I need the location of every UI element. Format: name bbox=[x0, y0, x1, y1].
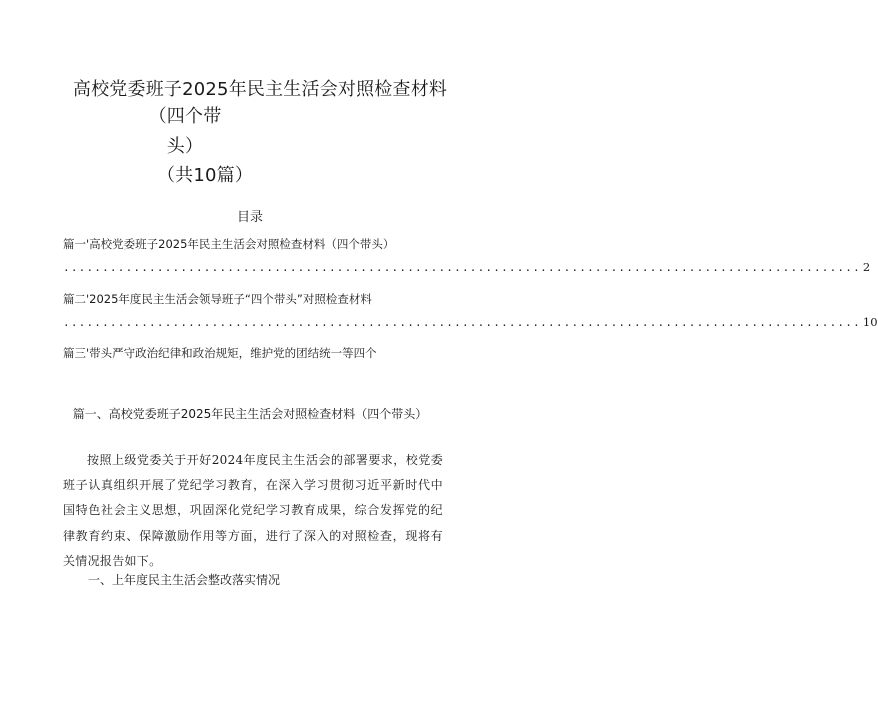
document-title-line-2: （四个带 bbox=[148, 106, 222, 127]
toc-heading: 目录 bbox=[236, 210, 263, 225]
document-count: （共10篇） bbox=[156, 165, 254, 186]
toc-leader-2: ...................................................................................................... 10 bbox=[63, 315, 878, 329]
toc-item-1[interactable]: 篇一'高校党委班子2025年民主生活会对照检查材料（四个带头） bbox=[63, 237, 395, 251]
toc-item-3[interactable]: 篇三'带头严守政治纪律和政治规矩，维护党的团结统一等四个 bbox=[63, 346, 377, 360]
toc-leader-1: ...................................................................................................... 2 bbox=[63, 260, 871, 274]
toc-item-2[interactable]: 篇二'2025年度民主生活会领导班子“四个带头”对照检查材料 bbox=[63, 292, 372, 306]
toc-page-1: 2 bbox=[862, 260, 871, 274]
body-paragraph: 按照上级党委关于开好2024年度民主生活会的部署要求，校党委班子认真组织开展了党纪学习教育，在深入学习贯彻习近平新时代中国特色社会主义思想，巩固深化党纪学习教育成果，综合发挥党的纪律教育约束、保障激励作用等方面，进行了深入的对照检查，现将有关情况报告如下。 bbox=[63, 453, 443, 568]
document-title-line-3: 头） bbox=[166, 136, 204, 157]
document-title-line-1: 高校党委班子2025年民主生活会对照检查材料 bbox=[72, 79, 448, 100]
section-title: 篇一、高校党委班子2025年民主生活会对照检查材料（四个带头） bbox=[72, 407, 428, 421]
section-subheading: 一、上年度民主生活会整改落实情况 bbox=[88, 573, 281, 587]
toc-page-2: 10 bbox=[862, 315, 878, 329]
